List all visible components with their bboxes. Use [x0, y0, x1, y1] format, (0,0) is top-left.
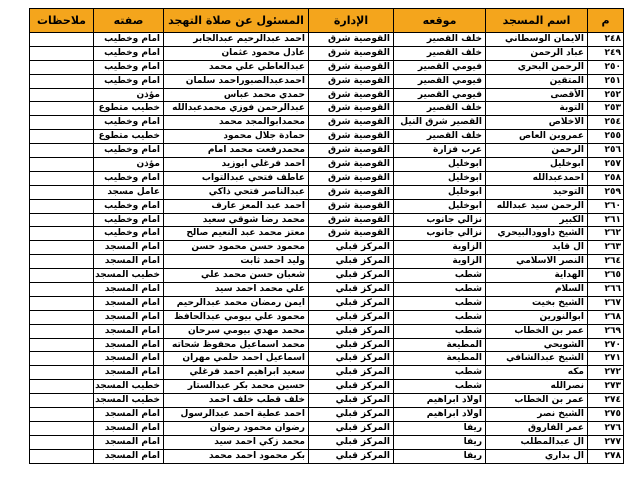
cell-responsible: وليد احمد ثابت [164, 255, 309, 269]
table-row [30, 352, 624, 366]
cell-mosque: الرحمن [486, 144, 588, 158]
cell-location: عرب فزارة [394, 144, 486, 158]
table-row [30, 296, 624, 310]
cell-num: ٢٥٦ [588, 144, 624, 158]
cell-role: امام المسجد [94, 408, 164, 422]
cell-location: نزالي جانوب [394, 213, 486, 227]
cell-num: ٢٦٣ [588, 241, 624, 255]
cell-mosque: عمروبن العاص [486, 130, 588, 144]
cell-location: خلف القصير [394, 46, 486, 60]
cell-notes [30, 227, 94, 241]
cell-responsible: عبدالرحمن فوزي محمدعبدالله [164, 102, 309, 116]
cell-role: امام المسجد [94, 324, 164, 338]
cell-role: امام المسجد [94, 283, 164, 297]
cell-responsible: رضوان محمود رضوان [164, 421, 309, 435]
cell-role: امام المسجد [94, 435, 164, 449]
cell-notes [30, 283, 94, 297]
cell-role: امام المسجد [94, 241, 164, 255]
table-row [30, 130, 624, 144]
cell-mosque: ال قايد [486, 241, 588, 255]
cell-mosque: الاخلاص [486, 116, 588, 130]
cell-location: شطب [394, 296, 486, 310]
header-notes: ملاحظات [30, 9, 94, 33]
cell-num: ٢٧١ [588, 352, 624, 366]
cell-admin: المركز قبلي [309, 324, 394, 338]
cell-responsible: عاطف فتحي عبدالتواب [164, 171, 309, 185]
header-location: موقعه [394, 9, 486, 33]
cell-notes [30, 33, 94, 47]
cell-role: خطيب متطوع [94, 130, 164, 144]
cell-location: ريفا [394, 435, 486, 449]
cell-admin: القوصية شرق [309, 130, 394, 144]
table-row [30, 435, 624, 449]
cell-notes [30, 130, 94, 144]
cell-mosque: احمدعبدالله [486, 171, 588, 185]
cell-role: امام المسجد [94, 310, 164, 324]
cell-location: المطيعة [394, 338, 486, 352]
table-row [30, 408, 624, 422]
table-row [30, 310, 624, 324]
cell-admin: القوصية شرق [309, 199, 394, 213]
table-row [30, 88, 624, 102]
cell-notes [30, 269, 94, 283]
cell-notes [30, 144, 94, 158]
cell-admin: القوصية شرق [309, 46, 394, 60]
cell-role: امام المسجد [94, 255, 164, 269]
cell-location: ابوخليل [394, 199, 486, 213]
cell-notes [30, 213, 94, 227]
table-row [30, 74, 624, 88]
cell-num: ٢٦٠ [588, 199, 624, 213]
cell-mosque: عباد الرحمن [486, 46, 588, 60]
cell-num: ٢٦١ [588, 213, 624, 227]
cell-role: خطيب المسجد [94, 380, 164, 394]
cell-admin: القوصية شرق [309, 33, 394, 47]
cell-notes [30, 394, 94, 408]
cell-notes [30, 102, 94, 116]
cell-responsible: محمد زكي احمد سيد [164, 435, 309, 449]
cell-responsible: حمدي محمد عباس [164, 88, 309, 102]
cell-location: اولاد ابراهيم [394, 394, 486, 408]
cell-mosque: الرحمن سيد عبدالله [486, 199, 588, 213]
cell-mosque: ال بداري [486, 449, 588, 463]
cell-admin: القوصية شرق [309, 158, 394, 172]
cell-responsible: عبدالناصر فتحي ذاكي [164, 185, 309, 199]
cell-mosque: التوبة [486, 102, 588, 116]
cell-notes [30, 421, 94, 435]
table-row [30, 60, 624, 74]
cell-admin: القوصية شرق [309, 74, 394, 88]
cell-admin: القوصية شرق [309, 185, 394, 199]
cell-num: ٢٦٢ [588, 227, 624, 241]
cell-admin: القوصية شرق [309, 144, 394, 158]
cell-role: امام وخطيب [94, 116, 164, 130]
cell-mosque: الأقصى [486, 88, 588, 102]
cell-responsible: محمود علي بيومي عبدالحافظ [164, 310, 309, 324]
cell-admin: القوصية شرق [309, 102, 394, 116]
cell-mosque: التوحيد [486, 185, 588, 199]
cell-role: امام المسجد [94, 338, 164, 352]
cell-num: ٢٤٨ [588, 33, 624, 47]
cell-num: ٢٦٧ [588, 296, 624, 310]
cell-location: خلف القصير [394, 102, 486, 116]
cell-notes [30, 338, 94, 352]
cell-mosque: الايمان الوسطاني [486, 33, 588, 47]
cell-role: امام وخطيب [94, 46, 164, 60]
cell-admin: القوصية شرق [309, 60, 394, 74]
cell-mosque: الشيخ نصر [486, 408, 588, 422]
cell-responsible: اسماعيل احمد حلمي مهران [164, 352, 309, 366]
cell-role: خطيب المسجد [94, 269, 164, 283]
cell-responsible: محمد مهدي بيومي سرحان [164, 324, 309, 338]
cell-location: شطب [394, 380, 486, 394]
cell-num: ٢٦٥ [588, 269, 624, 283]
cell-role: مؤذن [94, 158, 164, 172]
cell-mosque: الشويحي [486, 338, 588, 352]
table-row [30, 199, 624, 213]
cell-notes [30, 46, 94, 60]
cell-notes [30, 352, 94, 366]
cell-admin: المركز قبلي [309, 310, 394, 324]
tahajjud-mosques-table [29, 8, 624, 464]
cell-location: شطب [394, 283, 486, 297]
cell-responsible: ايمن رمضان محمد عبدالرحيم [164, 296, 309, 310]
cell-responsible: علي محمد احمد سيد [164, 283, 309, 297]
cell-mosque: النصر الاسلامي [486, 255, 588, 269]
table-row [30, 158, 624, 172]
cell-notes [30, 324, 94, 338]
cell-location: المطيعة [394, 352, 486, 366]
cell-num: ٢٥٥ [588, 130, 624, 144]
cell-num: ٢٥٠ [588, 60, 624, 74]
table-row [30, 171, 624, 185]
cell-role: امام المسجد [94, 366, 164, 380]
cell-responsible: احمد عبدالرحيم عبدالجابر [164, 33, 309, 47]
cell-role: مؤذن [94, 88, 164, 102]
table-body [30, 33, 624, 464]
cell-num: ٢٥٩ [588, 185, 624, 199]
cell-location: فيومي القصير [394, 74, 486, 88]
cell-mosque: المتقين [486, 74, 588, 88]
cell-mosque: مكه [486, 366, 588, 380]
cell-responsible: عادل محمود عثمان [164, 46, 309, 60]
cell-location: الزاوية [394, 255, 486, 269]
cell-notes [30, 116, 94, 130]
cell-mosque: عمر بن الخطاب [486, 324, 588, 338]
table-row [30, 269, 624, 283]
cell-location: فيومي القصير [394, 60, 486, 74]
cell-notes [30, 158, 94, 172]
cell-role: خطيب متطوع [94, 102, 164, 116]
cell-admin: القوصية شرق [309, 227, 394, 241]
cell-notes [30, 449, 94, 463]
cell-role: امام وخطيب [94, 171, 164, 185]
cell-responsible: معتز محمد عبد النعيم صالح [164, 227, 309, 241]
cell-role: امام وخطيب [94, 227, 164, 241]
cell-responsible: عبدالعاطي علي محمد [164, 60, 309, 74]
table-row [30, 255, 624, 269]
cell-responsible: محمد رضا شوقي سعيد [164, 213, 309, 227]
cell-admin: المركز قبلي [309, 435, 394, 449]
cell-notes [30, 255, 94, 269]
cell-notes [30, 408, 94, 422]
cell-location: اولاد ابراهيم [394, 408, 486, 422]
header-mosque: اسم المسجد [486, 9, 588, 33]
table-row [30, 241, 624, 255]
cell-location: ريفا [394, 449, 486, 463]
table-row [30, 213, 624, 227]
cell-admin: المركز قبلي [309, 241, 394, 255]
cell-notes [30, 88, 94, 102]
cell-admin: القوصية شرق [309, 171, 394, 185]
table-row [30, 324, 624, 338]
table-row [30, 116, 624, 130]
cell-location: شطب [394, 324, 486, 338]
table-row [30, 394, 624, 408]
cell-responsible: بكر محمود احمد محمد [164, 449, 309, 463]
cell-role: امام وخطيب [94, 60, 164, 74]
cell-num: ٢٦٩ [588, 324, 624, 338]
table-row [30, 380, 624, 394]
cell-role: امام وخطيب [94, 74, 164, 88]
cell-role: امام وخطيب [94, 144, 164, 158]
cell-notes [30, 310, 94, 324]
cell-responsible: محمد اسماعيل محفوظ شحاته [164, 338, 309, 352]
cell-responsible: سعيد ابراهيم احمد فرغلي [164, 366, 309, 380]
cell-location: ريفا [394, 421, 486, 435]
cell-mosque: السلام [486, 283, 588, 297]
cell-responsible: احمد فرغلي ابوزيد [164, 158, 309, 172]
cell-num: ٢٧٦ [588, 421, 624, 435]
cell-num: ٢٧٢ [588, 366, 624, 380]
cell-role: خطيب المسجد [94, 394, 164, 408]
cell-num: ٢٦٨ [588, 310, 624, 324]
table-row [30, 46, 624, 60]
cell-notes [30, 185, 94, 199]
cell-mosque: ابوالنورين [486, 310, 588, 324]
cell-admin: المركز قبلي [309, 283, 394, 297]
cell-location: القصير شرق النيل [394, 116, 486, 130]
cell-notes [30, 241, 94, 255]
header-num: م [588, 9, 624, 33]
cell-responsible: محمود حسن محمود حسن [164, 241, 309, 255]
cell-responsible: محمدرفعت محمد امام [164, 144, 309, 158]
cell-mosque: الشيخ عبدالشافي [486, 352, 588, 366]
cell-mosque: نصرالله [486, 380, 588, 394]
cell-admin: المركز قبلي [309, 269, 394, 283]
cell-num: ٢٥٨ [588, 171, 624, 185]
cell-location: ابوخليل [394, 171, 486, 185]
cell-admin: القوصية شرق [309, 116, 394, 130]
cell-notes [30, 296, 94, 310]
cell-notes [30, 435, 94, 449]
table-row [30, 144, 624, 158]
cell-num: ٢٧٥ [588, 408, 624, 422]
table-row [30, 102, 624, 116]
cell-responsible: احمدعبدالصبوراحمد سلمان [164, 74, 309, 88]
cell-mosque: عمر بن الخطاب [486, 394, 588, 408]
cell-role: امام المسجد [94, 296, 164, 310]
table-row [30, 283, 624, 297]
cell-admin: المركز قبلي [309, 338, 394, 352]
cell-num: ٢٥٢ [588, 88, 624, 102]
cell-notes [30, 366, 94, 380]
cell-location: ابوخليل [394, 185, 486, 199]
cell-location: نزالي جانوب [394, 227, 486, 241]
cell-admin: المركز قبلي [309, 366, 394, 380]
cell-admin: المركز قبلي [309, 394, 394, 408]
cell-mosque: ال عبدالمطلب [486, 435, 588, 449]
cell-responsible: احمد عطية احمد عبدالرسول [164, 408, 309, 422]
cell-admin: المركز قبلي [309, 296, 394, 310]
cell-notes [30, 171, 94, 185]
cell-mosque: الشيخ داوودالبيحري [486, 227, 588, 241]
cell-admin: القوصية شرق [309, 213, 394, 227]
table-row [30, 449, 624, 463]
cell-responsible: احمد عبد المعز عارف [164, 199, 309, 213]
cell-admin: المركز قبلي [309, 408, 394, 422]
cell-num: ٢٥٤ [588, 116, 624, 130]
cell-responsible: حمادة جلال محمود [164, 130, 309, 144]
cell-num: ٢٥٣ [588, 102, 624, 116]
cell-location: ابوخليل [394, 158, 486, 172]
cell-location: الزاوية [394, 241, 486, 255]
cell-mosque: عمر الفاروق [486, 421, 588, 435]
cell-mosque: ابوخليل [486, 158, 588, 172]
cell-responsible: خلف قطب خلف احمد [164, 394, 309, 408]
cell-location: فيومي القصير [394, 88, 486, 102]
cell-location: شطب [394, 269, 486, 283]
cell-num: ٢٧٠ [588, 338, 624, 352]
cell-num: ٢٥١ [588, 74, 624, 88]
cell-role: امام المسجد [94, 352, 164, 366]
cell-location: شطب [394, 366, 486, 380]
cell-role: امام وخطيب [94, 213, 164, 227]
cell-notes [30, 199, 94, 213]
table-row [30, 33, 624, 47]
cell-mosque: الرحمن البحري [486, 60, 588, 74]
cell-notes [30, 60, 94, 74]
cell-location: خلف القصير [394, 33, 486, 47]
cell-location: خلف القصير [394, 130, 486, 144]
cell-mosque: الهداية [486, 269, 588, 283]
header-responsible: المسئول عن صلاة التهجد [164, 9, 309, 33]
cell-mosque: الكبير [486, 213, 588, 227]
header-row [30, 9, 624, 33]
header-admin: الإدارة [309, 9, 394, 33]
cell-role: امام المسجد [94, 449, 164, 463]
cell-responsible: محمدابوالمجد محمد [164, 116, 309, 130]
cell-notes [30, 380, 94, 394]
cell-admin: المركز قبلي [309, 352, 394, 366]
cell-location: شطب [394, 310, 486, 324]
cell-num: ٢٦٦ [588, 283, 624, 297]
cell-role: امام المسجد [94, 421, 164, 435]
table-row [30, 421, 624, 435]
cell-num: ٢٧٨ [588, 449, 624, 463]
cell-role: امام وخطيب [94, 33, 164, 47]
cell-role: امام وخطيب [94, 199, 164, 213]
cell-num: ٢٧٣ [588, 380, 624, 394]
table-row [30, 366, 624, 380]
cell-notes [30, 74, 94, 88]
cell-mosque: الشيخ بخيت [486, 296, 588, 310]
table-row [30, 338, 624, 352]
cell-role: عامل مسجد [94, 185, 164, 199]
cell-responsible: حسين محمد بكر عبدالستار [164, 380, 309, 394]
table-row [30, 185, 624, 199]
cell-num: ٢٥٧ [588, 158, 624, 172]
cell-admin: المركز قبلي [309, 380, 394, 394]
cell-responsible: شعبان حسن محمد علي [164, 269, 309, 283]
cell-admin: المركز قبلي [309, 449, 394, 463]
table-row [30, 227, 624, 241]
cell-num: ٢٧٤ [588, 394, 624, 408]
cell-admin: المركز قبلي [309, 421, 394, 435]
header-role: صفته [94, 9, 164, 33]
cell-num: ٢٦٤ [588, 255, 624, 269]
cell-admin: المركز قبلي [309, 255, 394, 269]
cell-admin: القوصية شرق [309, 88, 394, 102]
cell-num: ٢٧٧ [588, 435, 624, 449]
cell-num: ٢٤٩ [588, 46, 624, 60]
